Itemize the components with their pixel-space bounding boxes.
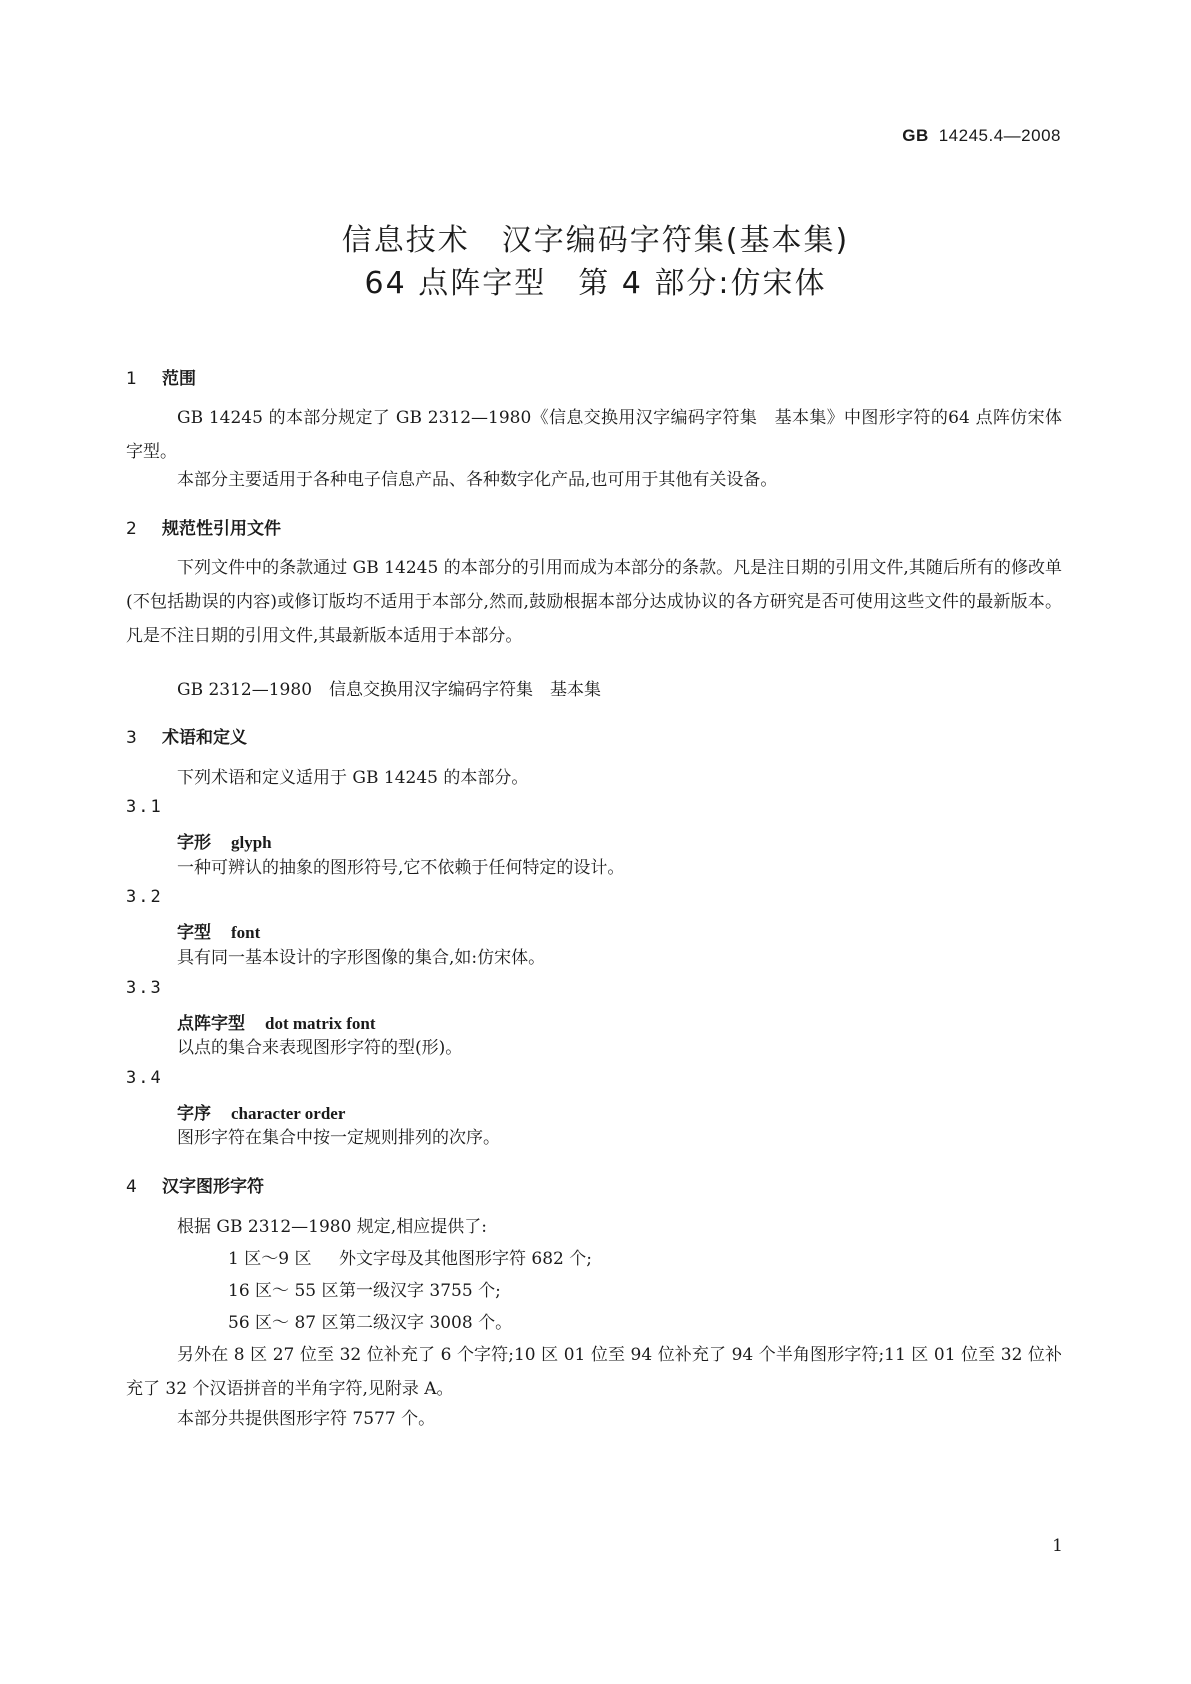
range-row (126, 1242, 1062, 1276)
section-2-normative-reference: GB 2312—1980 信息交换用汉字编码字符集 基本集 (177, 680, 602, 700)
section-3-heading (126, 723, 247, 748)
term-heading (177, 918, 260, 943)
page-number: 1 (1052, 1536, 1063, 1556)
section-4-intro: 根据 GB 2312—1980 规定,相应提供了: (177, 1217, 487, 1237)
standard-code: 14245.4—2008 (938, 126, 1061, 145)
section-4-heading (126, 1172, 264, 1197)
clause-number: 3.2 (126, 887, 163, 907)
section-title: 术语和定义 (162, 728, 247, 748)
term-chinese: 字序 (177, 1104, 211, 1124)
section-number: 2 (126, 519, 137, 539)
term-english: font (231, 923, 261, 942)
term-english: glyph (231, 833, 272, 852)
range-label: 16 区～ 55 区 (228, 1281, 339, 1301)
section-number: 3 (126, 728, 137, 748)
range-row (126, 1306, 1062, 1340)
section-title: 汉字图形字符 (162, 1177, 264, 1197)
term-english: character order (231, 1104, 346, 1123)
section-1-heading (126, 364, 196, 389)
section-number: 4 (126, 1177, 137, 1197)
range-label: 56 区～ 87 区 (228, 1313, 339, 1333)
clause-number: 3.4 (126, 1068, 163, 1088)
section-3-intro: 下列术语和定义适用于 GB 14245 的本部分。 (177, 768, 529, 788)
section-2-heading (126, 514, 281, 539)
standard-prefix: GB (902, 126, 929, 145)
document-title-line-2: 64 点阵字型 第 4 部分:仿宋体 (364, 266, 827, 301)
section-title: 范围 (162, 369, 196, 389)
standard-number (902, 126, 1061, 146)
term-definition: 具有同一基本设计的字形图像的集合,如:仿宋体。 (177, 948, 546, 968)
term-definition: 图形字符在集合中按一定规则排列的次序。 (177, 1128, 500, 1148)
clause-number: 3.3 (126, 978, 163, 998)
range-row (126, 1274, 1062, 1308)
term-heading (177, 828, 272, 853)
term-definition: 一种可辨认的抽象的图形符号,它不依赖于任何特定的设计。 (177, 858, 625, 878)
clause-number: 3.1 (126, 797, 163, 817)
document-title-line-1: 信息技术 汉字编码字符集(基本集) (341, 223, 850, 258)
section-4-supplement-paragraph: 另外在 8 区 27 位至 32 位补充了 6 个字符;10 区 01 位至 94 位补充了 94 个半角图形字符;11 区 01 位至 32 位补充了 32 个汉语拼音的半角字符,见附录 A。 (126, 1345, 1062, 1399)
section-title: 规范性引用文件 (162, 519, 281, 539)
section-number: 1 (126, 369, 137, 389)
section-1-paragraph-2: 本部分主要适用于各种电子信息产品、各种数字化产品,也可用于其他有关设备。 (177, 470, 778, 490)
section-2-paragraph-1: 下列文件中的条款通过 GB 14245 的本部分的引用而成为本部分的条款。凡是注日期的引用文件,其随后所有的修改单(不包括勘误的内容)或修订版均不适用于本部分,然而,鼓励根据本部分达成协议的各方研究是否可使用这些文件的最新版本。凡是不注日期的引用文件,其最新版本适用于本部分。 (126, 558, 1062, 646)
term-english: dot matrix font (265, 1014, 376, 1033)
term-chinese: 字形 (177, 833, 211, 853)
range-description: 第一级汉字 3755 个; (339, 1281, 501, 1301)
section-4-total: 本部分共提供图形字符 7577 个。 (177, 1409, 436, 1429)
term-definition: 以点的集合来表现图形字符的型(形)。 (177, 1038, 463, 1058)
range-description: 外文字母及其他图形字符 682 个; (339, 1249, 592, 1269)
range-label: 1 区～9 区 (228, 1249, 312, 1269)
term-chinese: 字型 (177, 923, 211, 943)
term-chinese: 点阵字型 (177, 1014, 245, 1034)
section-1-paragraph-1: GB 14245 的本部分规定了 GB 2312—1980《信息交换用汉字编码字符集 基本集》中图形字符的64 点阵仿宋体字型。 (126, 408, 1062, 462)
range-description: 第二级汉字 3008 个。 (339, 1313, 513, 1333)
